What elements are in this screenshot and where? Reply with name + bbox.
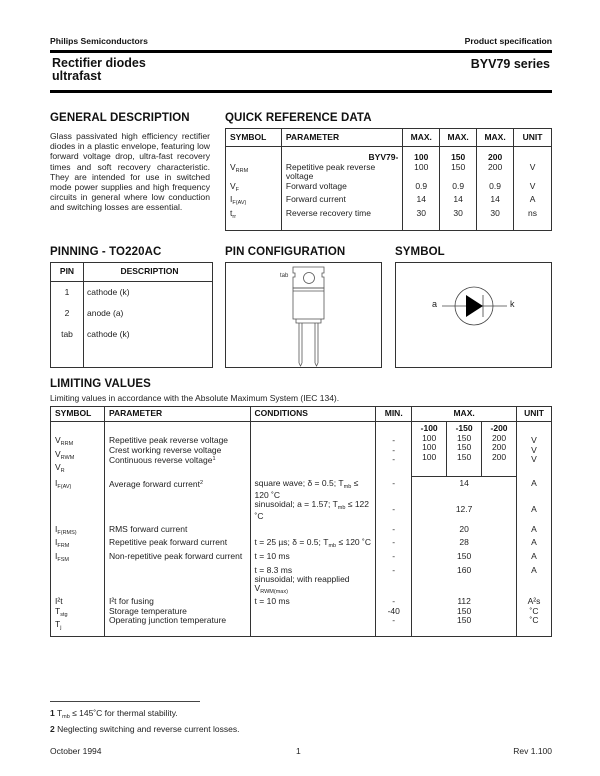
conditions-subscript: mb: [337, 504, 346, 511]
table-header-row: [51, 263, 213, 282]
title-line-1: Rectifier diodes: [52, 56, 146, 70]
unit: A: [517, 538, 552, 552]
symbol: I: [55, 550, 58, 561]
max: 112: [457, 596, 471, 607]
col-description: DESCRIPTION: [84, 263, 213, 282]
symbol: V: [55, 448, 61, 459]
col-pin: PIN: [51, 263, 84, 282]
table-row: [51, 422, 552, 477]
symbol-subscript: rr: [232, 213, 237, 220]
parameter: Storage temperature: [108, 605, 187, 616]
unit: V: [531, 454, 537, 465]
col-max-1: MAX.: [403, 129, 440, 147]
document-title: [52, 57, 146, 82]
parameter: Repetitive peak reverse voltage: [108, 435, 229, 445]
type-150: -150: [455, 423, 473, 433]
limiting-values-subtitle: Limiting values in accordance with the Absolute Maximum System (IEC 134).: [50, 393, 340, 403]
unit: V: [514, 182, 552, 196]
symbol: I²t: [55, 596, 63, 607]
type-150: 150: [440, 147, 477, 163]
symbol: I: [55, 523, 58, 534]
min: -: [392, 444, 396, 455]
value: 100: [422, 442, 437, 453]
conditions-subscript: RWM(max): [260, 589, 288, 596]
col-max: MAX.: [412, 407, 517, 422]
to220-package-icon: [226, 263, 383, 369]
value: 0.9: [440, 182, 477, 196]
title-line-2: ultrafast: [52, 68, 102, 83]
footnote-2: [50, 724, 239, 734]
symbol-subscript: F: [235, 186, 240, 193]
value: 200: [491, 451, 507, 462]
parameter: Average forward current: [108, 478, 200, 489]
quick-reference-title: QUICK REFERENCE DATA: [225, 112, 372, 124]
conditions: t = 10 ms: [250, 552, 376, 566]
symbol-subscript: R: [60, 468, 65, 475]
conditions-tail: ≤ 122 ˚C: [254, 498, 370, 522]
conditions: t = 8.3 ms: [250, 566, 376, 576]
conditions: square wave; δ = 0.5; T: [254, 477, 344, 488]
conditions: t = 25 µs; δ = 0.5; T: [254, 537, 329, 548]
conditions: sinusoidal; a = 1.57; T: [254, 498, 338, 509]
conditions-subscript: mb: [343, 483, 352, 490]
value: 0.9: [403, 182, 440, 196]
value: 100: [403, 163, 440, 182]
footnote-ref: 2: [199, 479, 204, 486]
parameter: Reverse recovery time: [281, 209, 402, 231]
footnote-tail: ≤ 145˚C for thermal stability.: [69, 708, 178, 718]
parameter: Crest working reverse voltage: [108, 444, 222, 455]
symbol: I: [55, 477, 58, 488]
footnote-subscript: mb: [62, 714, 70, 720]
table-header-row: [226, 129, 552, 147]
value: 14: [403, 195, 440, 209]
unit: V: [531, 444, 537, 455]
col-symbol: SYMBOL: [51, 407, 105, 422]
table-row: [51, 538, 552, 552]
symbol-title: SYMBOL: [395, 246, 445, 258]
general-description-text: Glass passivated high efficiency rectifier diodes in a plastic envelope, featuring low forward voltage drop, ultra-fast recovery times and soft recovery characteristic. They are intended for use in switched mode power supplies and high frequency circuits in general where low conduction and switching losses are essential.: [50, 131, 210, 213]
value: 100: [422, 451, 437, 462]
page-number: 1: [296, 746, 301, 756]
unit: ˚C: [529, 615, 539, 626]
unit: ˚C: [529, 605, 539, 616]
value: 150: [457, 451, 472, 462]
footer-date: October 1994: [50, 746, 102, 756]
table-row: [226, 182, 552, 196]
type-100: -100: [420, 423, 438, 433]
symbol-subscript: F(AV): [232, 200, 247, 207]
max: 28: [412, 538, 517, 552]
value: 14: [440, 195, 477, 209]
min: -: [376, 477, 412, 500]
value: 0.9: [477, 182, 514, 196]
value: 30: [403, 209, 440, 231]
min: -: [376, 538, 412, 552]
unit: A: [517, 521, 552, 539]
symbol-subscript: RRM: [235, 167, 249, 174]
min: -: [392, 596, 396, 607]
max: 150: [457, 605, 472, 616]
symbol-subscript: F(AV): [57, 483, 72, 490]
type-200: -200: [490, 423, 508, 433]
footnote-rule: [50, 701, 200, 702]
limiting-values-title: LIMITING VALUES: [50, 378, 151, 390]
table-row: [51, 303, 213, 324]
parameter: Forward current: [281, 195, 402, 209]
unit: A: [517, 552, 552, 566]
pin-description: cathode (k): [84, 282, 213, 303]
max: 12.7: [412, 500, 517, 521]
quick-reference-table: [225, 128, 552, 231]
max: 150: [457, 615, 472, 626]
unit: ns: [514, 209, 552, 231]
max: 20: [412, 521, 517, 539]
col-conditions: CONDITIONS: [250, 407, 376, 422]
pinning-table: [50, 262, 213, 368]
pin-configuration-box: [225, 262, 382, 368]
company-name: Philips Semiconductors: [50, 36, 148, 46]
footnote-number: 1: [50, 708, 55, 718]
parameter: Forward voltage: [281, 182, 402, 196]
table-row: [226, 209, 552, 231]
max: 14: [412, 477, 517, 500]
symbol: V: [230, 161, 236, 172]
table-row: [226, 147, 552, 163]
pin-number: 2: [64, 308, 70, 319]
symbol: V: [55, 435, 61, 445]
col-symbol: SYMBOL: [226, 129, 282, 147]
symbol: V: [55, 462, 61, 473]
table-row: [51, 521, 552, 539]
min: -: [376, 500, 412, 521]
diode-symbol-icon: [396, 263, 553, 369]
footnote-text: Neglecting switching and reverse current losses.: [54, 724, 240, 734]
col-parameter: PARAMETER: [104, 407, 250, 422]
conditions: t = 10 ms: [254, 596, 290, 607]
type-200: 200: [477, 147, 514, 163]
pin-configuration-title: PIN CONFIGURATION: [225, 246, 346, 258]
footnote-text: T: [54, 708, 63, 718]
table-row: [51, 597, 552, 636]
min: -: [376, 566, 412, 576]
value: 200: [477, 163, 514, 182]
max: 150: [412, 552, 517, 566]
parameter: Repetitive peak reverse voltage: [281, 163, 402, 182]
table-row: [51, 477, 552, 500]
value: 30: [440, 209, 477, 231]
min: -: [392, 435, 396, 445]
type-label: BYV79-: [281, 147, 402, 163]
series-name: BYV79 series: [470, 57, 550, 71]
unit: A: [514, 195, 552, 209]
svg-text:a: a: [432, 299, 438, 309]
pin-description: anode (a): [84, 303, 213, 324]
parameter: Operating junction temperature: [108, 615, 227, 626]
col-unit: UNIT: [514, 129, 552, 147]
symbol-subscript: RWM: [60, 454, 75, 461]
col-parameter: PARAMETER: [281, 129, 402, 147]
value: 150: [457, 432, 472, 443]
symbol-subscript: RRM: [60, 441, 74, 447]
table-row: [51, 325, 213, 346]
footnote-1: [50, 708, 178, 720]
header-rule-bottom: [50, 90, 552, 93]
col-max-2: MAX.: [440, 129, 477, 147]
parameter: RMS forward current: [104, 521, 250, 539]
value: 200: [491, 442, 507, 453]
value: 200: [491, 432, 507, 443]
symbol-subscript: FSM: [57, 556, 69, 563]
general-description-title: GENERAL DESCRIPTION: [50, 112, 190, 124]
symbol-subscript: F(RMS): [57, 529, 77, 536]
table-row: [226, 163, 552, 182]
parameter: Continuous reverse voltage: [108, 455, 213, 466]
min: -: [392, 454, 396, 465]
conditions: sinusoidal; with reapplied V: [254, 574, 350, 594]
header-rule-top: [50, 50, 552, 53]
type-100: 100: [403, 147, 440, 163]
unit: A: [517, 566, 552, 576]
unit: A: [517, 500, 552, 521]
tab-label: tab: [280, 273, 289, 279]
value: 150: [457, 442, 472, 453]
parameter: Non-repetitive peak forward current: [104, 552, 250, 597]
min: -: [376, 521, 412, 539]
unit: V: [514, 163, 552, 182]
table-row: [51, 552, 552, 566]
table-row: [226, 195, 552, 209]
table-row: [51, 500, 552, 521]
table-header-row: [51, 407, 552, 422]
col-unit: UNIT: [517, 407, 552, 422]
limiting-values-table: [50, 406, 552, 637]
value: 150: [440, 163, 477, 182]
pin-description: cathode (k): [84, 325, 213, 346]
conditions-tail: ≤ 120 ˚C: [254, 477, 359, 501]
symbol-subscript: FRM: [57, 543, 70, 550]
value: 14: [477, 195, 514, 209]
symbol: T: [55, 605, 61, 616]
unit: V: [531, 435, 537, 445]
symbol-box: [395, 262, 552, 368]
symbol: V: [230, 180, 236, 191]
svg-text:k: k: [510, 299, 515, 309]
table-row: [51, 282, 213, 303]
symbol-subscript: j: [60, 625, 62, 632]
symbol: I: [55, 537, 58, 548]
conditions-tail: ≤ 120 ˚C: [336, 537, 371, 548]
symbol: t: [230, 207, 233, 218]
footnote-number: 2: [50, 724, 55, 734]
parameter: Repetitive peak forward current: [104, 538, 250, 552]
min: -: [376, 552, 412, 566]
min: -40: [387, 605, 400, 616]
min: -: [392, 615, 396, 626]
unit: A: [517, 477, 552, 500]
symbol: I: [230, 194, 233, 205]
table-row-empty: [51, 346, 213, 368]
value: 30: [477, 209, 514, 231]
revision: Rev 1.100: [513, 746, 552, 756]
parameter: I²t for fusing: [108, 596, 154, 607]
symbol: T: [55, 619, 61, 630]
pin-number: 1: [64, 286, 70, 297]
conditions-subscript: mb: [328, 543, 337, 550]
footnote-ref: 1: [212, 456, 216, 463]
pinning-title: PINNING - TO220AC: [50, 246, 162, 258]
value: 100: [422, 432, 437, 443]
document-type: Product specification: [464, 36, 552, 46]
pin-number: tab: [61, 329, 73, 340]
unit: A²s: [527, 596, 541, 607]
col-max-3: MAX.: [477, 129, 514, 147]
col-min: MIN.: [376, 407, 412, 422]
max: 160: [412, 566, 517, 576]
symbol-subscript: stg: [60, 611, 68, 618]
